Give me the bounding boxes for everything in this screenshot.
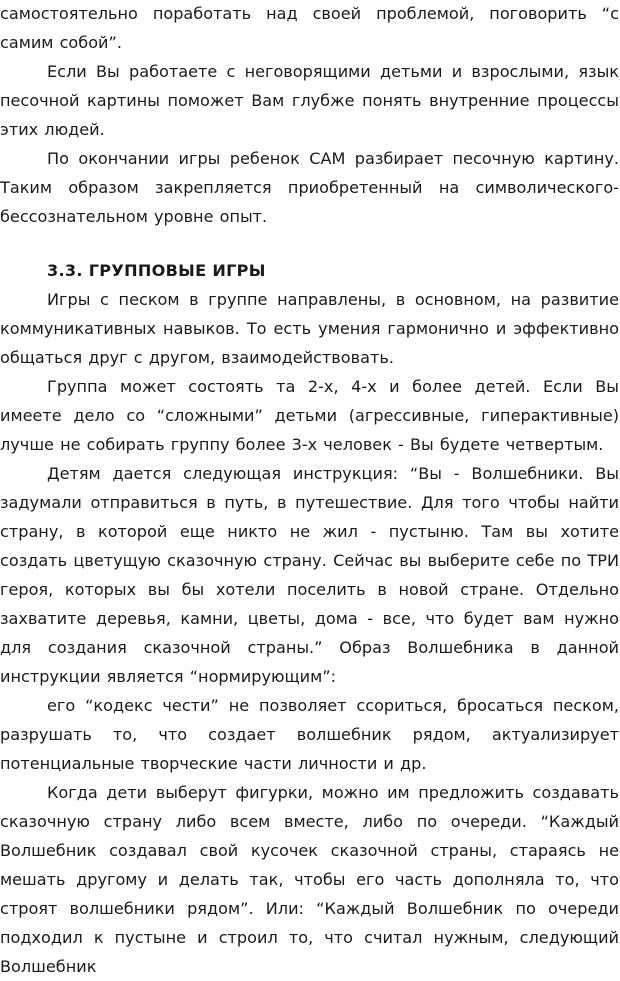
paragraph-group-purpose: Игры с песком в группе направлены, в основном, на развитие коммуникативных навыков. То есть умения гармонично и эффективно общаться друг с другом, взаимодействовать. xyxy=(0,290,619,367)
text-block-top xyxy=(0,0,619,231)
paragraph-instruction: Детям дается следующая инструкция: “Вы - Волшебники. Вы задумали отправиться в путь, в путешествие. Для того чтобы найти страну, в которой еще никто не жил - пустыню. Там вы хотите создать цветущую сказочную страну. Сейчас вы выберите себе по ТРИ героя, которых вы бы хотели поселить в новой стране. Отдельно захватите деревья, камни, цветы, дома - все, что будет вам нужно для создания сказочной страны.” Образ Волшебника в данной инструкции является “нормирующим”: xyxy=(0,464,619,686)
paragraph-code-of-honor: его “кодекс чести” не позволяет ссориться, бросаться песком, разрушать то, что создает волшебник рядом, актуализирует потенциальные творческие части личности и др. xyxy=(0,696,619,773)
paragraph-continuation: самостоятельно поработать над своей проблемой, поговорить “с самим собой”. xyxy=(0,4,619,52)
section-group-games xyxy=(0,256,619,981)
section-heading: 3.3. ГРУППОВЫЕ ИГРЫ xyxy=(47,261,266,280)
paragraph-after-game: По окончании игры ребенок САМ разбирает песочную картину. Таким образом закрепляется приобретенный на символического-бессознательном уровне опыт. xyxy=(0,149,619,226)
paragraph-group-size: Группа может состоять та 2-х, 4-х и более детей. Если Вы имеете дело со “сложными” детьми (агрессивные, гиперактивные) лучше не собирать группу более 3-х человек - Вы будете четвертым. xyxy=(0,377,619,454)
paragraph-nonverbal: Если Вы работаете с неговорящими детьми и взрослыми, язык песочной картины поможет Вам глубже понять внутренние процессы этих людей. xyxy=(0,62,619,139)
paragraph-build-country: Когда дети выберут фигурки, можно им предложить создавать сказочную страну либо всем вместе, либо по очереди. “Каждый Волшебник создавал свой кусочек сказочной страны, стараясь не мешать другому и делать так, чтобы его часть дополняла то, что строят волшебники рядом”. Или: “Каждый Волшебник по очереди подходил к пустыне и строил то, что считал нужным, следующий Волшебник xyxy=(0,783,619,976)
